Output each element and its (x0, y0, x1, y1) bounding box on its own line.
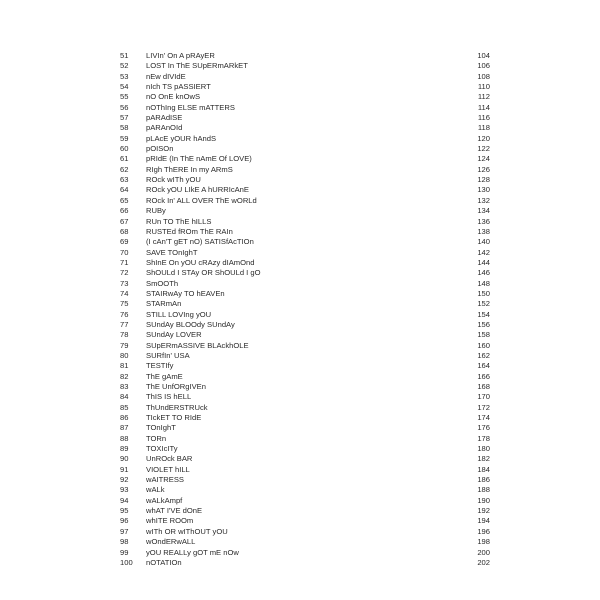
entry-page-number: 126 (477, 164, 490, 174)
entry-number: 71 (120, 257, 129, 267)
entry-page-number: 198 (477, 537, 490, 547)
entry-title: UnROck BAR (146, 454, 193, 464)
entry-page-number: 118 (477, 123, 490, 133)
entry-page-number: 190 (477, 495, 490, 505)
entry-number: 86 (120, 413, 129, 423)
table-of-contents (120, 51, 490, 568)
entry-number: 64 (120, 185, 129, 195)
toc-entry (120, 165, 490, 175)
entry-page-number: 114 (477, 102, 490, 112)
entry-page-number: 172 (477, 402, 490, 412)
entry-title: STAIRwAy TO hEAVEn (146, 288, 225, 298)
entry-page-number: 170 (477, 392, 490, 402)
entry-page-number: 122 (477, 144, 490, 154)
entry-number: 82 (120, 371, 129, 381)
toc-entry (120, 496, 490, 506)
toc-entry (120, 506, 490, 516)
entry-page-number: 104 (477, 51, 490, 60)
entry-page-number: 200 (477, 547, 490, 557)
entry-page-number: 180 (477, 444, 490, 454)
entry-page-number: 138 (477, 226, 490, 236)
entry-page-number: 144 (477, 257, 490, 267)
entry-page-number: 182 (477, 454, 490, 464)
entry-title: whITE ROOm (146, 516, 194, 526)
entry-title: pOISOn (146, 144, 174, 154)
toc-entry (120, 227, 490, 237)
entry-title: nIch TS pASSIERT (146, 82, 211, 92)
toc-entry (120, 361, 490, 371)
entry-number: 100 (120, 557, 133, 567)
entry-page-number: 178 (477, 433, 490, 443)
entry-title: (I cAn'T gET nO) SATISfAcTIOn (146, 237, 254, 247)
toc-entry (120, 475, 490, 485)
entry-page-number: 156 (477, 319, 490, 329)
toc-entry (120, 61, 490, 71)
entry-title: TIckET TO RIdE (146, 413, 202, 423)
toc-entry (120, 185, 490, 195)
entry-page-number: 162 (477, 350, 490, 360)
entry-title: ThUndERSTRUck (146, 402, 208, 412)
entry-title: nOThIng ELSE mATTERS (146, 102, 235, 112)
entry-page-number: 146 (477, 268, 490, 278)
entry-page-number: 112 (477, 92, 490, 102)
entry-title: ROck yOU LIkE A hURRIcAnE (146, 185, 249, 195)
entry-number: 74 (120, 288, 129, 298)
entry-page-number: 184 (477, 464, 490, 474)
entry-title: SmOOTh (146, 278, 179, 288)
toc-entry (120, 113, 490, 123)
entry-number: 91 (120, 464, 129, 474)
entry-title: SAVE TOnIghT (146, 247, 198, 257)
toc-entry (120, 548, 490, 558)
entry-title: TORn (146, 433, 167, 443)
entry-page-number: 148 (477, 278, 490, 288)
entry-page-number: 168 (477, 382, 490, 391)
toc-entry (120, 289, 490, 299)
entry-number: 69 (120, 237, 129, 247)
entry-number: 53 (120, 71, 129, 81)
toc-entry (120, 444, 490, 454)
entry-title: RUBy (146, 206, 166, 216)
entry-number: 68 (120, 226, 129, 236)
entry-number: 59 (120, 133, 129, 143)
entry-title: pARAdISE (146, 113, 183, 123)
entry-title: RIgh ThERE In my ARmS (146, 164, 233, 174)
entry-title: TOnIghT (146, 423, 176, 433)
toc-entry (120, 392, 490, 402)
entry-number: 87 (120, 423, 129, 433)
entry-number: 93 (120, 485, 129, 495)
entry-page-number: 120 (477, 133, 490, 143)
entry-number: 83 (120, 382, 129, 391)
entry-title: ThE gAmE (146, 371, 183, 381)
entry-title: STARmAn (146, 299, 182, 309)
entry-number: 88 (120, 433, 129, 443)
entry-number: 60 (120, 144, 129, 154)
entry-title: wITh OR wIThOUT yOU (146, 526, 228, 536)
toc-entry (120, 217, 490, 227)
entry-number: 90 (120, 454, 129, 464)
toc-entry (120, 372, 490, 382)
toc-entry (120, 154, 490, 164)
entry-page-number: 136 (477, 216, 490, 226)
entry-title: pLAcE yOUR hAndS (146, 133, 217, 143)
entry-title: LIVIn' On A pRAyER (146, 51, 215, 60)
toc-entry (120, 351, 490, 361)
entry-number: 81 (120, 361, 129, 371)
entry-number: 67 (120, 216, 129, 226)
entry-number: 65 (120, 195, 129, 205)
toc-entry (120, 299, 490, 309)
entry-number: 97 (120, 526, 129, 536)
entry-page-number: 194 (477, 516, 490, 526)
entry-page-number: 152 (477, 299, 490, 309)
entry-number: 56 (120, 102, 129, 112)
entry-title: yOU REALLy gOT mE nOw (146, 547, 239, 557)
entry-page-number: 124 (477, 154, 490, 164)
entry-number: 57 (120, 113, 129, 123)
toc-entry (120, 51, 490, 61)
entry-title: SUndAy LOVER (146, 330, 202, 340)
entry-number: 77 (120, 319, 129, 329)
entry-page-number: 188 (477, 485, 490, 495)
entry-number: 98 (120, 537, 129, 547)
entry-number: 70 (120, 247, 129, 257)
toc-entry (120, 268, 490, 278)
entry-page-number: 140 (477, 237, 490, 247)
toc-entry (120, 279, 490, 289)
toc-entry (120, 196, 490, 206)
toc-entry (120, 423, 490, 433)
entry-number: 94 (120, 495, 129, 505)
entry-title: STILL LOVIng yOU (146, 309, 212, 319)
entry-number: 58 (120, 123, 129, 133)
entry-page-number: 154 (477, 309, 490, 319)
entry-title: ROck wITh yOU (146, 175, 201, 185)
toc-entry (120, 258, 490, 268)
entry-title: wAITRESS (146, 475, 184, 485)
entry-title: ROck In' ALL OVER ThE wORLd (146, 195, 257, 205)
entry-number: 99 (120, 547, 129, 557)
entry-title: ShInE On yOU cRAzy dIAmOnd (146, 257, 255, 267)
entry-number: 62 (120, 164, 129, 174)
entry-number: 73 (120, 278, 129, 288)
entry-title: wOndERwALL (146, 537, 196, 547)
entry-title: ShOULd I STAy OR ShOULd I gO (146, 268, 261, 278)
toc-entry (120, 537, 490, 547)
entry-number: 75 (120, 299, 129, 309)
toc-entry (120, 485, 490, 495)
toc-entry (120, 527, 490, 537)
toc-entry (120, 320, 490, 330)
toc-entry (120, 206, 490, 216)
entry-page-number: 166 (477, 371, 490, 381)
entry-title: VIOLET hILL (146, 464, 190, 474)
toc-entry (120, 103, 490, 113)
toc-entry (120, 413, 490, 423)
toc-entry (120, 134, 490, 144)
entry-title: pRIdE (In ThE nAmE Of LOVE) (146, 154, 252, 164)
entry-title: RUn TO ThE hILLS (146, 216, 212, 226)
entry-title: SUpERmASSIVE BLAckhOLE (146, 340, 249, 350)
entry-title: whAT I'VE dOnE (146, 506, 203, 516)
toc-entry (120, 82, 490, 92)
toc-entry (120, 144, 490, 154)
entry-page-number: 134 (477, 206, 490, 216)
toc-entry (120, 403, 490, 413)
entry-title: nEw dIVIdE (146, 71, 186, 81)
entry-number: 51 (120, 51, 129, 60)
entry-title: ThE UnfORgIVEn (146, 382, 206, 391)
entry-page-number: 196 (477, 526, 490, 536)
entry-page-number: 110 (477, 82, 490, 92)
toc-entry (120, 382, 490, 392)
toc-entry (120, 465, 490, 475)
toc-entry (120, 434, 490, 444)
entry-number: 61 (120, 154, 129, 164)
entry-page-number: 160 (477, 340, 490, 350)
entry-page-number: 164 (477, 361, 490, 371)
toc-entry (120, 92, 490, 102)
entry-title: ThIS IS hELL (146, 392, 192, 402)
entry-page-number: 150 (477, 288, 490, 298)
toc-entry (120, 248, 490, 258)
entry-title: nOTATIOn (146, 557, 182, 567)
entry-title: TESTIfy (146, 361, 174, 371)
entry-number: 63 (120, 175, 129, 185)
toc-entry (120, 175, 490, 185)
toc-entry (120, 558, 490, 568)
entry-number: 95 (120, 506, 129, 516)
entry-title: pARAnOId (146, 123, 183, 133)
entry-number: 54 (120, 82, 129, 92)
entry-number: 66 (120, 206, 129, 216)
entry-title: wALk (146, 485, 165, 495)
entry-number: 92 (120, 475, 129, 485)
toc-entry (120, 123, 490, 133)
entry-title: TOXIcITy (146, 444, 178, 454)
entry-page-number: 174 (477, 413, 490, 423)
entry-page-number: 128 (477, 175, 490, 185)
entry-number: 79 (120, 340, 129, 350)
entry-title: SURfIn' USA (146, 350, 190, 360)
entry-number: 80 (120, 350, 129, 360)
entry-page-number: 116 (477, 113, 490, 123)
toc-entry (120, 516, 490, 526)
entry-title: nO OnE knOwS (146, 92, 201, 102)
entry-page-number: 106 (477, 61, 490, 71)
entry-number: 72 (120, 268, 129, 278)
entry-title: LOST In ThE SUpERmARkET (146, 61, 248, 71)
entry-number: 76 (120, 309, 129, 319)
entry-title: SUndAy BLOOdy SUndAy (146, 319, 235, 329)
entry-page-number: 108 (477, 71, 490, 81)
entry-page-number: 186 (477, 475, 490, 485)
entry-number: 89 (120, 444, 129, 454)
entry-number: 84 (120, 392, 129, 402)
entry-number: 96 (120, 516, 129, 526)
entry-page-number: 192 (477, 506, 490, 516)
toc-entry (120, 237, 490, 247)
toc-entry (120, 330, 490, 340)
entry-page-number: 202 (477, 557, 490, 567)
entry-number: 55 (120, 92, 129, 102)
entry-page-number: 176 (477, 423, 490, 433)
entry-number: 85 (120, 402, 129, 412)
entry-page-number: 132 (477, 195, 490, 205)
entry-page-number: 142 (477, 247, 490, 257)
entry-number: 52 (120, 61, 129, 71)
entry-page-number: 158 (477, 330, 490, 340)
entry-number: 78 (120, 330, 129, 340)
toc-entry (120, 72, 490, 82)
toc-entry (120, 310, 490, 320)
toc-entry (120, 454, 490, 464)
entry-title: RUSTEd fROm ThE RAIn (146, 226, 233, 236)
entry-page-number: 130 (477, 185, 490, 195)
toc-entry (120, 341, 490, 351)
entry-title: wALkAmpf (146, 495, 183, 505)
